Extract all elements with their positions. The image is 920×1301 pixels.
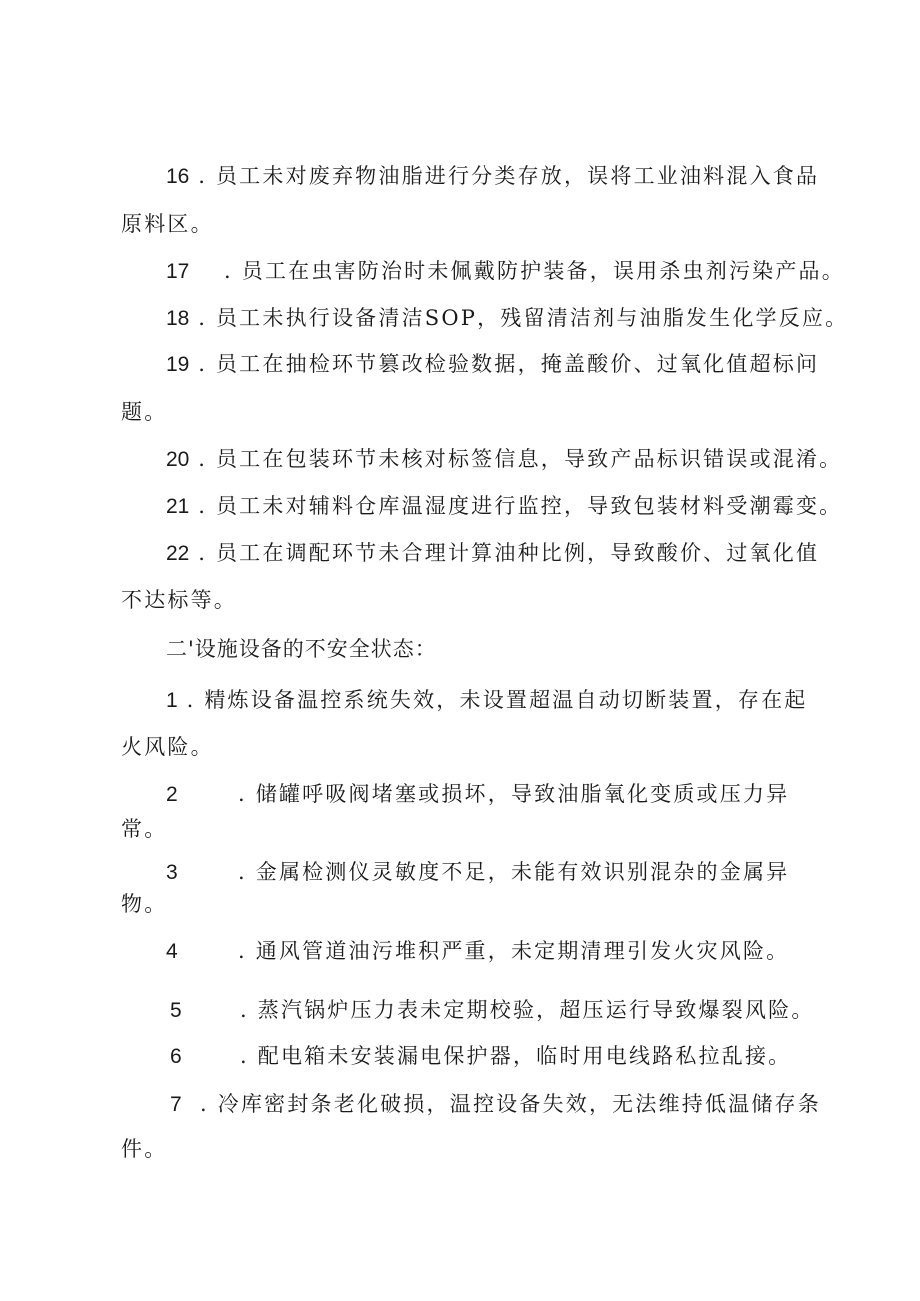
item-text: . 配电箱未安装漏电保护器，临时用电线路私拉乱接。 — [240, 1044, 792, 1068]
item-number: 4 — [166, 940, 178, 963]
equip-item-6-line-1 — [170, 1041, 791, 1072]
item-number: 16 — [166, 165, 190, 188]
item-21-line-1 — [166, 491, 842, 522]
item-number: 6 — [170, 1045, 182, 1068]
item-number: 20 — [166, 448, 190, 471]
equip-item-3-line-2: 物。 — [121, 892, 168, 916]
equip-item-1-line-1 — [166, 685, 808, 716]
item-number: 17 — [166, 260, 190, 283]
item-number: 22 — [166, 542, 190, 565]
equip-item-3-line-1 — [166, 857, 789, 888]
item-number: 7 — [170, 1093, 182, 1116]
item-20-line-1 — [166, 444, 842, 475]
equip-item-4-line-1 — [166, 936, 789, 967]
section-two-heading: 二'设施设备的不安全状态： — [166, 637, 437, 661]
equip-item-2-line-2: 常。 — [121, 817, 168, 841]
equip-item-2-line-1 — [166, 779, 789, 810]
equip-item-7-line-2: 件。 — [121, 1137, 168, 1161]
item-number: 5 — [170, 999, 182, 1022]
item-text: . 精炼设备温控系统失效，未设置超温自动切断装置，存在起 — [177, 688, 808, 712]
item-text: . 员工未对废弃物油脂进行分类存放，误将工业油料混入食品 — [189, 164, 820, 188]
item-16-line-1 — [166, 161, 819, 192]
item-17-line-1 — [166, 256, 845, 287]
item-text: . 员工在调配环节未合理计算油种比例，导致酸价、过氧化值 — [189, 541, 820, 565]
item-19-line-1 — [166, 349, 819, 380]
item-19-line-2: 题。 — [121, 400, 168, 424]
item-number: 1 — [166, 689, 178, 712]
item-text: . 员工未执行设备清洁SOP，残留清洁剂与油脂发生化学反应。 — [189, 306, 849, 330]
item-number: 21 — [166, 495, 190, 518]
equip-item-5-line-1 — [170, 995, 815, 1026]
item-22-line-1 — [166, 538, 819, 569]
item-text: . 储罐呼吸阀堵塞或损坏，导致油脂氧化变质或压力异 — [238, 782, 790, 806]
item-number: 3 — [166, 861, 178, 884]
item-text: . 金属检测仪灵敏度不足，未能有效识别混杂的金属异 — [238, 860, 790, 884]
item-text: . 员工在包装环节未核对标签信息，导致产品标识错误或混淆。 — [189, 447, 843, 471]
equip-item-7-line-1 — [170, 1089, 821, 1120]
item-22-line-2: 不达标等。 — [121, 588, 237, 612]
item-text: . 员工在抽检环节篡改检验数据，掩盖酸价、过氧化值超标问 — [189, 352, 820, 376]
item-number: 2 — [166, 783, 178, 806]
item-text: . 冷库密封条老化破损，温控设备失效，无法维持低温储存条 — [200, 1092, 821, 1116]
equip-item-1-line-2: 火风险。 — [121, 735, 214, 759]
item-text: . 员工未对辅料仓库温湿度进行监控，导致包装材料受潮霉变。 — [189, 494, 843, 518]
item-18-line-1 — [166, 303, 848, 334]
item-text: . 蒸汽锅炉压力表未定期校验，超压运行导致爆裂风险。 — [240, 998, 815, 1022]
item-text: . 员工在虫害防治时未佩戴防护装备，误用杀虫剂污染产品。 — [224, 259, 845, 283]
item-16-line-2: 原料区。 — [121, 212, 214, 236]
item-number: 19 — [166, 353, 190, 376]
item-text: . 通风管道油污堆积严重，未定期清理引发火灾风险。 — [238, 939, 790, 963]
item-number: 18 — [166, 307, 190, 330]
